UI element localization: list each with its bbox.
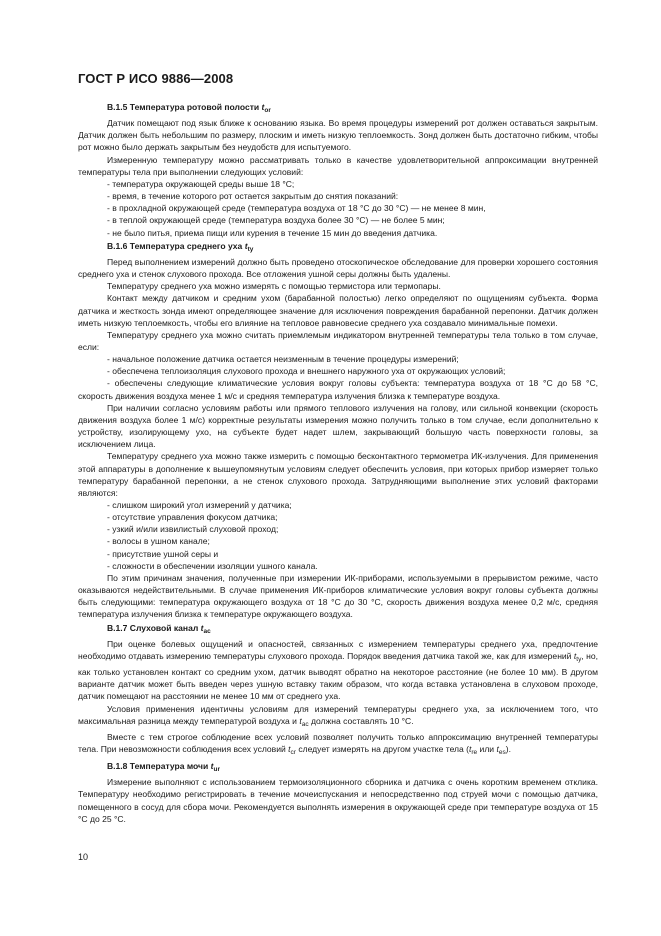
list-item: - обеспечена теплоизоляция слухового прохода и внешнего наружного уха от окружающих условий; (107, 366, 506, 377)
list-item: - не было питья, приема пищи или курения в течение 15 мин до введения датчика. (107, 227, 438, 238)
paragraph: Вместе с тем строгое соблюдение всех условий позволяет получить только аппроксимацию внутренней температуры тела. При невозможности соблюдения всех условий $t_{cr}$ следует измерять на другом участке тела ($t_{re}$ или $t_{es}$). (78, 731, 598, 756)
paragraph: Температуру среднего уха можно также измерить с помощью бесконтактного термометра ИК-излучения. Для применения этой аппаратуры в дополнение к вышеупомянутым условиям следует обеспечить условия, при которых прибор измеряет только температуру барабанной перепонки, а не стенок слухового прохода. Затрудняющими выполнение этих условий факторами являются: (78, 451, 598, 498)
paragraph: Температуру среднего уха можно измерять с помощью термистора или термопары. (107, 281, 441, 292)
list-item: - начальное положение датчика остается неизменным в течение процедуры измерений; (107, 354, 459, 365)
list-item: - узкий и/или извилистый слуховой проход; (107, 524, 279, 535)
paragraph: Условия применения идентичны условиям для измерений температуры среднего уха, за исключением того, что максимальная разница между температурой воздуха и $t_{ac}$ должна составлять 10 °С. (78, 703, 598, 728)
list-item: - в прохладной окружающей среде (температура воздуха от 18 °С до 30 °С) — не менее 8 мин, (107, 203, 486, 214)
paragraph: Перед выполнением измерений должно быть проведено отоскопическое обследование для проверки хорошего состояния среднего уха и стенок слухового прохода. Все отложения ушной серы должны быть удалены. (78, 256, 598, 280)
document-header-title: ГОСТ Р ИСО 9886—2008 (78, 71, 234, 86)
list-item: - волосы в ушном канале; (107, 536, 210, 547)
list-item: - в теплой окружающей среде (температура воздуха более 30 °С) — не более 5 мин; (107, 215, 445, 226)
list-item: - отсутствие управления фокусом датчика; (107, 512, 278, 523)
paragraph: Измерение выполняют с использованием термоизоляционного сборника и датчика с очень коротким временем отклика. Температуру необходимо регистрировать в течение мочеиспускания и непосредственно под струей мочи с помощью датчика, помещенного в сосуд для сбора мочи. Рекомендуется выполнять измерения в окружающей среде при температуре воздуха от 15 °С до 25 °С. (78, 777, 598, 824)
paragraph: При оценке болевых ощущений и опасностей, связанных с измерением температуры среднего уха, предпочтение необходимо отдавать измерению температуры слухового прохода. Порядок введения датчика такой же, как для измерений $t_{ty}$, но, как только установлен контакт со средним ухом, датчик выводят обратно на некоторое расстояние (не более 10 мм). В другом варианте датчик может быть введен через ушную вставку таким образом, что когда вставка установлена в слуховом проходе, датчик помещают на расстоянии не менее 10 мм от среднего уха. (78, 638, 598, 702)
list-item: - присутствие ушной серы и (107, 548, 219, 559)
list-item: - температура окружающей среды выше 18 °С; (107, 178, 295, 189)
section-heading-b16: В.1.6 Температура среднего уха $t_{ty}$ (107, 240, 254, 253)
paragraph: Измеренную температуру можно рассматривать только в качестве удовлетворительной аппроксимации внутренней температуры тела при выполнении следующих условий: (78, 154, 598, 177)
paragraph: При наличии согласно условиям работы или прямого теплового излучения на голову, или сильной конвекции (скорость движения воздуха более 1 м/с) корректные результаты измерения можно получить только в том случае, если дополнительно к устройству, изолирующему ухо, на субъекте будет надет шлем, закрывающий большую часть поверхности головы, за исключением лица. (78, 402, 598, 450)
list-item: - слишком широкий угол измерений у датчика; (107, 500, 292, 510)
paragraph: По этим причинам значения, полученные при измерении ИК-приборами, используемыми в прерывистом режиме, часто оказываются недействительными. В случае применения ИК-приборов климатические условия вокруг головы субъекта должны быть следующими: температура окружающего воздуха от 18 °С до 30 °С, скорость движения воздуха менее 0,2 м/с, средняя температура излучения близка к температуре окружающего воздуха. (78, 572, 598, 620)
list-item: - сложности в обеспечении изоляции ушного канала. (107, 560, 318, 571)
section-heading-b15: В.1.5 Температура ротовой полости $t_{or}$ (107, 102, 271, 114)
page-number: 10 (78, 852, 89, 862)
list-item: - время, в течение которого рот остается закрытым до снятия показаний: (107, 191, 399, 202)
paragraph: Датчик помещают под язык ближе к основанию языка. Во время процедуры измерений рот должен оставаться закрытым. Датчик должен быть небольшим по размеру, плоским и иметь низкую теплоемкость. Зонд должен быть достаточно гибким, чтобы рот можно было держать закрытым без неудобств для испытуемого. (78, 118, 598, 153)
paragraph: Температуру среднего уха можно считать приемлемым индикатором внутренней температуры тела только в том случае, если: (78, 329, 598, 352)
section-heading-b17: В.1.7 Слуховой канал $t_{ac}$ (107, 622, 211, 635)
paragraph: Контакт между датчиком и средним ухом (барабанной полостью) легко определяют по ощущениям субъекта. Форма датчика и жесткость зонда имеют определяющее значение для исключения повреждения барабанной перепонки. Датчик должен иметь низкую теплоемкость, чтобы его влияние на тепловое равновесие среднего уха создавало минимальные помехи. (78, 293, 598, 328)
section-heading-b18: В.1.8 Температура мочи $t_{ur}$ (107, 761, 221, 774)
list-item: - обеспечены следующие климатические условия вокруг головы субъекта: температура воздуха от 18 °С до 58 °С, скорость движения воздуха менее 1 м/с и средняя температура излучения близка к температуре воздуха. (78, 378, 598, 401)
document-body (78, 100, 598, 825)
